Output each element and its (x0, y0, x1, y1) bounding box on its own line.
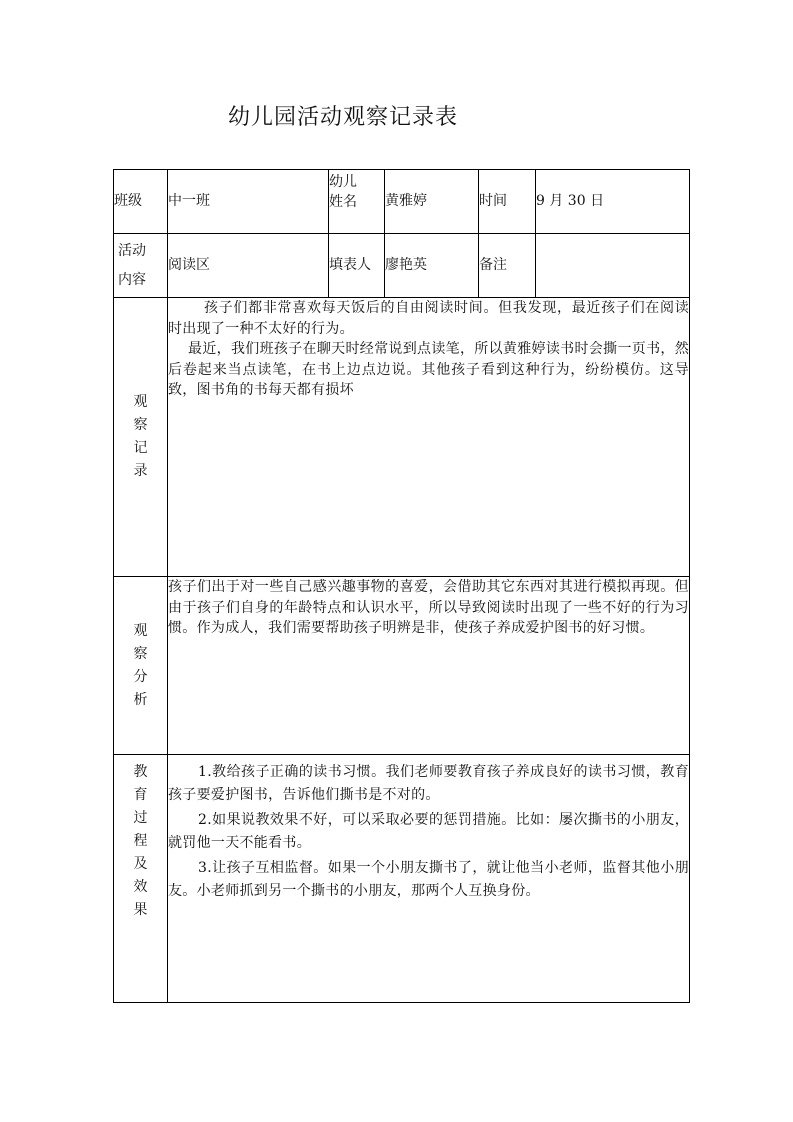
class-value: 中一班 (168, 170, 329, 234)
observation-record-label (114, 298, 168, 577)
education-item: 2.如果说教效果不好，可以采取必要的惩罚措施。比如：屡次撕书的小朋友，就罚他一天不能看书。 (168, 812, 689, 851)
activity-label-line1: 活动 (118, 242, 146, 259)
education-process-label (114, 755, 168, 1003)
education-item: 3.让孩子互相监督。如果一个小朋友撕书了，就让他当小老师，监督其他小朋友。小老师抓到另一个撕书的小朋友，那两个人互换身份。 (168, 860, 689, 899)
label-char: 分 (133, 668, 148, 685)
child-name-label-line1: 幼儿 (329, 174, 357, 190)
table-row-education (114, 755, 690, 1003)
observation-analysis-content (168, 577, 690, 755)
label-char: 果 (133, 902, 148, 918)
time-label: 时间 (479, 170, 536, 234)
observation-paragraph: 孩子们都非常喜欢每天饭后的自由阅读时间。但我发现，最近孩子们在阅读时出现了一种不太好的行为。 (168, 300, 689, 337)
label-char: 记 (133, 440, 148, 456)
label-char: 效 (133, 879, 148, 895)
table-row-analysis (114, 577, 690, 755)
time-value: 9 月 30 日 (536, 170, 690, 234)
table-row-observation (114, 298, 690, 577)
label-char: 析 (133, 691, 148, 708)
observation-analysis-label (114, 577, 168, 755)
label-char: 录 (133, 463, 148, 479)
page-title: 幼儿园活动观察记录表 (228, 105, 459, 130)
observation-record-table (113, 169, 690, 1003)
activity-label (114, 234, 168, 298)
activity-label-line2: 内容 (118, 271, 146, 288)
remark-value (536, 234, 690, 298)
remark-label: 备注 (479, 234, 536, 298)
table-row-class (114, 170, 690, 234)
filler-value: 廖艳英 (385, 234, 479, 298)
observation-record-content (168, 298, 690, 577)
label-char: 教 (133, 764, 148, 780)
label-char: 育 (133, 787, 148, 803)
class-label: 班级 (114, 170, 168, 234)
label-char: 程 (133, 833, 148, 849)
child-name-label-line2: 姓名 (329, 194, 357, 210)
label-char: 观 (133, 394, 148, 410)
label-char: 及 (133, 856, 148, 872)
label-char: 察 (133, 417, 148, 433)
child-name-label (329, 170, 385, 234)
activity-value: 阅读区 (168, 234, 329, 298)
label-char: 观 (133, 622, 148, 639)
label-char: 察 (133, 645, 148, 662)
table-row-activity (114, 234, 690, 298)
label-char: 过 (133, 810, 148, 826)
filler-label: 填表人 (329, 234, 385, 298)
education-process-content (168, 755, 690, 1003)
child-name-value: 黄雅婷 (385, 170, 479, 234)
analysis-paragraph: 孩子们出于对一些自己感兴趣事物的喜爱，会借助其它东西对其进行模拟再现。但由于孩子们自身的年龄特点和认识水平，所以导致阅读时出现了一些不好的行为习惯。作为成人，我们需要帮助孩子明辨是非，使孩子养成爱护图书的好习惯。 (168, 579, 689, 636)
observation-paragraph: 最近，我们班孩子在聊天时经常说到点读笔，所以黄雅婷读书时会撕一页书，然后卷起来当点读笔，在书上边点边说。其他孩子看到这种行为，纷纷模仿。这导致，图书角的书每天都有损坏 (168, 341, 689, 398)
education-item: 1.教给孩子正确的读书习惯。我们老师要教育孩子养成良好的读书习惯，教育孩子要爱护图书，告诉他们撕书是不对的。 (168, 764, 689, 803)
